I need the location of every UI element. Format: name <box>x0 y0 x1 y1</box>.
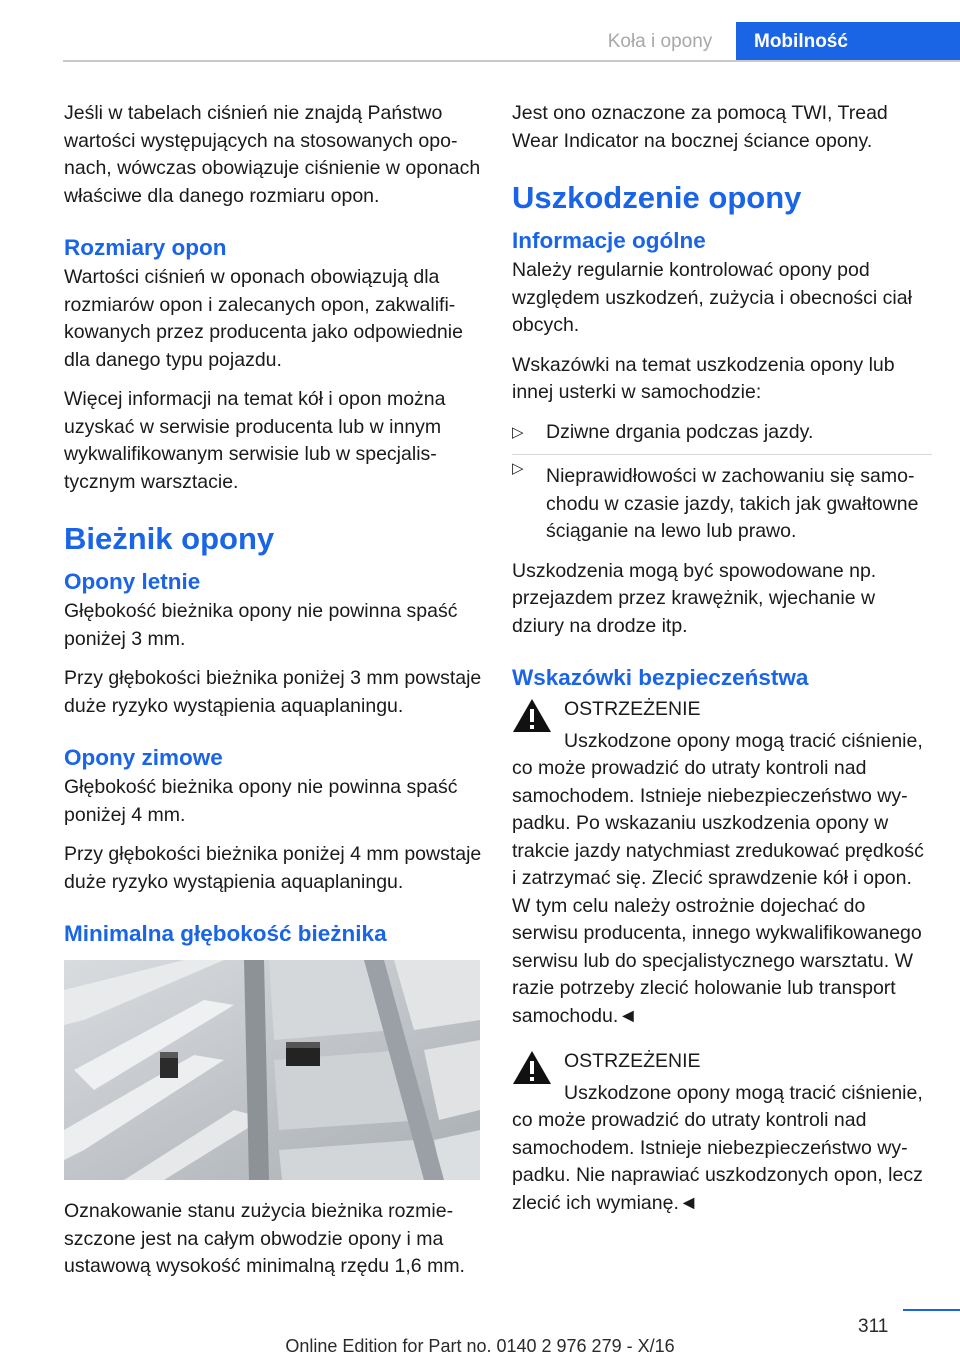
list-item-text: Nieprawidłowości w zachowaniu się samochodu w czasie jazdy, takich jak gwałtowne ściąganie na lewo lub prawo. <box>546 465 919 542</box>
list-item <box>512 419 932 447</box>
heading-safety-notes: Wskazówki bezpieczeństwa <box>512 665 809 690</box>
warning-block-1 <box>512 696 932 1030</box>
heading-min-tread-depth: Minimalna głębokość bieżnika <box>64 921 387 946</box>
footer-rule <box>903 1309 960 1311</box>
winter-paragraph-1: Głębokość bieżnika opony nie powinna spaść poniżej 4 mm. <box>64 776 458 826</box>
tyre-sizes-paragraph-2: Więcej informacji na temat kół i opon można uzyskać w serwisie producenta lub w innym wykwalifikowanym serwisie lub w specjalistycznym warsztacie. <box>64 388 446 493</box>
summer-paragraph-1: Głębokość bieżnika opony nie powinna spaść poniżej 3 mm. <box>64 600 458 650</box>
general-paragraph-1: Należy regularnie kontrolować opony pod względem uszkodzeń, zużycia i obecności ciał obcych. <box>512 259 912 336</box>
triangle-right-icon: ▷ <box>512 460 524 477</box>
heading-general-info: Informacje ogólne <box>512 228 706 253</box>
header-tab-wheels-tyres: Koła i opony <box>607 31 713 52</box>
list-item-text: Dziwne drgania podczas jazdy. <box>546 420 814 443</box>
summer-paragraph-2: Przy głębokości bieżnika poniżej 3 mm powstaje duże ryzyko wystąpienia aquaplaningu. <box>64 667 482 717</box>
page-number: 311 <box>858 1316 889 1337</box>
warning-triangle-icon <box>512 1050 552 1085</box>
left-column <box>64 100 484 1293</box>
header-tab-mobility: Mobilność <box>736 22 960 62</box>
tread-illustration <box>64 960 480 1180</box>
figure-caption: Oznakowanie stanu zużycia bieżnika rozmieszczone jest na całym obwodzie opony i ma ustawową wysokość minimalną rzędu 1,6 mm. <box>64 1200 465 1277</box>
list-item <box>512 454 932 546</box>
right-column <box>512 100 932 1229</box>
heading-tyre-damage: Uszkodzenie opony <box>512 180 802 215</box>
intro-paragraph: Jeśli w tabelach ciśnień nie znajdą Państwo wartości występujących na stosowanych oponach, wówczas obowiązuje ciśnienie w oponach właściwe dla danego rozmiaru opon. <box>64 102 481 207</box>
warning-text: Uszkodzone opony mogą tracić ciśnienie, co może prowadzić do utraty kontroli nad samochodem. Istnieje niebezpieczeństwo wypadku. Nie naprawiać uszkodzonych opon, lecz zlecić ich wymianę.◄ <box>512 1081 923 1214</box>
warning-triangle-icon <box>512 698 552 733</box>
twi-paragraph: Jest ono oznaczone za pomocą TWI, Tread Wear Indicator na bocznej ściance opony. <box>512 102 888 152</box>
header-rule <box>63 60 960 62</box>
heading-winter-tyres: Opony zimowe <box>64 745 223 770</box>
warning-text: Uszkodzone opony mogą tracić ciśnienie, co może prowadzić do utraty kontroli nad samochodem. Istnieje niebezpieczeństwo wypadku. Po wskazaniu uszkodzenia opony w trakcie jazdy natychmiast zredukować prędkość i zatrzymać się. Zlecić sprawdzenie kół i opon. W tym celu należy ostrożnie dojechać do serwisu producenta, innego wykwalifikowanego serwisu lub do specjalistycznego warsztatu. W razie potrzeby zlecić holowanie lub transport samochodu.◄ <box>512 729 924 1027</box>
warning-block-2 <box>512 1048 932 1217</box>
warning-label: OSTRZEŻENIE <box>564 698 701 720</box>
general-paragraph-2: Wskazówki na temat uszkodzenia opony lub innej usterki w samochodzie: <box>512 353 895 403</box>
heading-tyre-sizes: Rozmiary opon <box>64 235 227 260</box>
damage-signs-list <box>512 419 932 546</box>
online-edition-footer: Online Edition for Part no. 0140 2 976 279 - X/16 <box>285 1336 675 1356</box>
tyre-sizes-paragraph-1: Wartości ciśnień w oponach obowiązują dla rozmiarów opon i zalecanych opon, zakwalifikowanych przez producenta jako odpowiednie dla danego typu pojazdu. <box>64 266 463 371</box>
heading-tread: Bieżnik opony <box>64 521 275 556</box>
warning-label: OSTRZEŻENIE <box>564 1050 701 1072</box>
general-paragraph-3: Uszkodzenia mogą być spowodowane np. przejazdem przez krawężnik, wjechanie w dziury na drodze itp. <box>512 559 877 637</box>
tread-wear-indicator-photo <box>64 960 480 1180</box>
triangle-right-icon: ▷ <box>512 423 524 441</box>
winter-paragraph-2: Przy głębokości bieżnika poniżej 4 mm powstaje duże ryzyko wystąpienia aquaplaningu. <box>64 843 482 893</box>
heading-summer-tyres: Opony letnie <box>64 569 201 594</box>
